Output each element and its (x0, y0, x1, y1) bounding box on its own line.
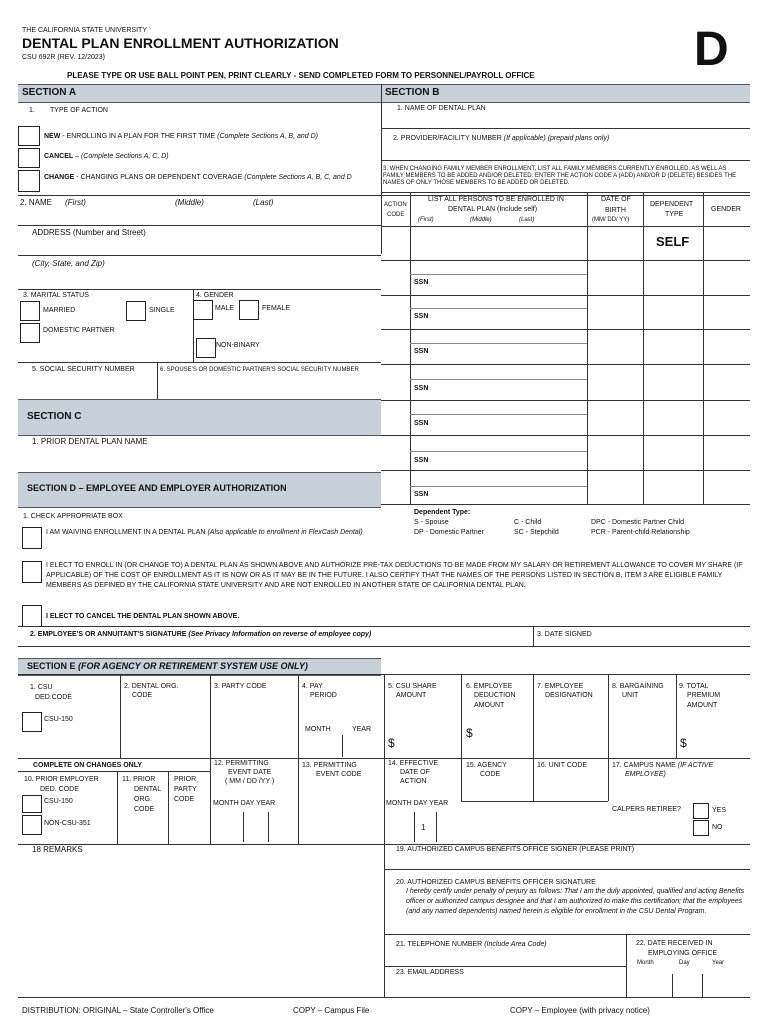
cancel-plan-label: I ELECT TO CANCEL THE DENTAL PLAN SHOWN ABOVE. (46, 613, 240, 620)
new-checkbox[interactable] (18, 126, 40, 146)
dependent-type-title: Dependent Type: (414, 509, 471, 516)
non-binary-checkbox[interactable] (196, 338, 216, 358)
distribution-copy-campus: COPY – Campus File (293, 1006, 370, 1015)
waive-checkbox[interactable] (22, 527, 42, 549)
telephone-label: 21. TELEPHONE NUMBER (Include Area Code) (396, 941, 547, 948)
calpers-no-checkbox[interactable] (693, 820, 709, 836)
change-option-label: CHANGE - CHANGING PLANS OR DEPENDENT COVERAGE (Complete Sections A, B, C, and D (44, 174, 352, 181)
domestic-partner-checkbox[interactable] (20, 323, 40, 343)
form-letter: D (694, 23, 729, 76)
female-checkbox[interactable] (239, 300, 259, 320)
non-csu-checkbox[interactable] (22, 815, 42, 835)
address-label: ADDRESS (Number and Street) (32, 228, 146, 237)
ssn-row-6: SSN (414, 457, 429, 464)
ssn-row-1: SSN (414, 279, 429, 286)
section-c-heading: SECTION C (27, 411, 82, 422)
gender-label: 4. GENDER (196, 292, 234, 299)
married-checkbox[interactable] (20, 301, 40, 321)
type-of-action-label: TYPE OF ACTION (50, 107, 108, 114)
change-instructions: 3. WHEN CHANGING FAMILY MEMBER ENROLLMENT, LIST ALL FAMILY MEMBERS CURRENTLY ENROLLED, AS WELL AS FAMILY MEMBERS TO BE ADDED AND/OR DELETED. ENTER THE ACTION CODE A (ADD) AND/OR D (DELETE) BESIDES THE NAMES OF ONLY THOSE MEMBERS TO BE ADDED OR DELETED. (383, 166, 737, 187)
plan-name-label: 1. NAME OF DENTAL PLAN (397, 105, 486, 112)
section-header-bar (18, 84, 750, 103)
single-checkbox[interactable] (126, 301, 146, 321)
elect-checkbox[interactable] (22, 561, 42, 583)
check-box-label: 1. CHECK APPROPRIATE BOX (23, 513, 123, 520)
ssn-row-7: SSN (414, 491, 429, 498)
email-label: 23. EMAIL ADDRESS (396, 969, 464, 976)
new-option-label: NEW - ENROLLING IN A PLAN FOR THE FIRST TIME (Complete Sections A, B, and D) (44, 133, 319, 140)
certification-text: I hereby certify under penalty of perjury as follows: That I am the duly appointed, qualified and acting Benefits officer or authorized campus designee and that I am authorized to make this certification; that the employees (and any named dependents) named herein is eligible for enrollment in the CSU Dental Program. (406, 888, 745, 915)
ssn-row-5: SSN (414, 420, 429, 427)
marital-status-label: 3. MARITAL STATUS (23, 292, 89, 299)
section-e-heading: SECTION E (FOR AGENCY OR RETIREMENT SYSTEM USE ONLY) (27, 661, 308, 671)
cancel-plan-checkbox[interactable] (22, 605, 42, 627)
elect-statement: I ELECT TO ENROLL IN (OR CHANGE TO) A DENTAL PLAN AS SHOWN ABOVE AND AUTHORIZE PRE-TAX DEDUCTIONS TO BE MADE FROM MY SALARY OR RETIREMENT ALLOWANCE TO COVER MY SHARE (IF APPLICABLE) OF THE COST OF ENROLLMENT AS IT IS NOW OR AS IT MAY BE IN THE FUTURE. I ALSO CERTIFY THAT THE NAMES OF THE PERSONS LISTED IN SECTION B, ITEM 3 ARE ELIGIBLE FAMILY MEMBERS AS DEFINED BY THE CALIFORNIA STATE UNIVERSITY AND ARE NOT ENROLLED IN ANOTHER STATE OF CALIFORNIA DENTAL PLAN. (46, 562, 743, 590)
date-signed-label: 3. DATE SIGNED (537, 631, 592, 638)
section-d-heading: SECTION D – EMPLOYEE AND EMPLOYER AUTHORIZATION (27, 483, 287, 493)
ssn-row-4: SSN (414, 385, 429, 392)
complete-changes-label: COMPLETE ON CHANGES ONLY (33, 762, 143, 769)
name-label: 2. NAME (20, 198, 53, 207)
cancel-option-label: CANCEL – (Complete Sections A, C, D) (44, 153, 169, 160)
cancel-checkbox[interactable] (18, 148, 40, 168)
section-a-heading: SECTION A (22, 87, 77, 98)
ssn-label: 5. SOCIAL SECURITY NUMBER (32, 366, 135, 373)
male-checkbox[interactable] (193, 300, 213, 320)
form-title: DENTAL PLAN ENROLLMENT AUTHORIZATION (22, 35, 339, 51)
spouse-ssn-label: 6. SPOUSE'S OR DOMESTIC PARTNER'S SOCIAL SECURITY NUMBER (160, 367, 359, 373)
form-number: CSU 692R (REV. 12/2023) (22, 54, 106, 61)
officer-signature-label: 20. AUTHORIZED CAMPUS BENEFITS OFFICER SIGNATURE (396, 879, 596, 886)
self-label: SELF (656, 234, 690, 249)
change-checkbox[interactable] (18, 170, 40, 192)
distribution-copy-employee: COPY – Employee (with privacy notice) (510, 1006, 650, 1015)
csu150-checkbox[interactable] (22, 712, 42, 732)
distribution-original: DISTRIBUTION: ORIGINAL – State Controller's Office (22, 1006, 214, 1015)
city-label: (City, State, and Zip) (32, 259, 105, 268)
remarks-label: 18 REMARKS (32, 845, 83, 854)
employee-signature-label: 2. EMPLOYEE'S OR ANNUITANT'S SIGNATURE (See Privacy Information on reverse of employee copy) (30, 631, 372, 638)
university-name: THE CALIFORNIA STATE UNIVERSITY (22, 27, 147, 34)
instructions: PLEASE TYPE OR USE BALL POINT PEN, PRINT CLEARLY - SEND COMPLETED FORM TO PERSONNEL/PAYROLL OFFICE (67, 71, 535, 80)
prior-plan-label: 1. PRIOR DENTAL PLAN NAME (32, 437, 148, 446)
ssn-row-3: SSN (414, 348, 429, 355)
section-b-heading: SECTION B (385, 87, 440, 98)
waive-label: I AM WAIVING ENROLLMENT IN A DENTAL PLAN (Also applicable to enrollment in FlexCash Dental) (46, 529, 363, 536)
prior-csu150-checkbox[interactable] (22, 795, 42, 813)
signer-label: 19. AUTHORIZED CAMPUS BENEFITS OFFICE SIGNER (PLEASE PRINT) (396, 846, 635, 853)
calpers-yes-checkbox[interactable] (693, 803, 709, 819)
provider-label: 2. PROVIDER/FACILITY NUMBER (If applicable) (prepaid plans only) (393, 135, 610, 142)
ssn-row-2: SSN (414, 313, 429, 320)
